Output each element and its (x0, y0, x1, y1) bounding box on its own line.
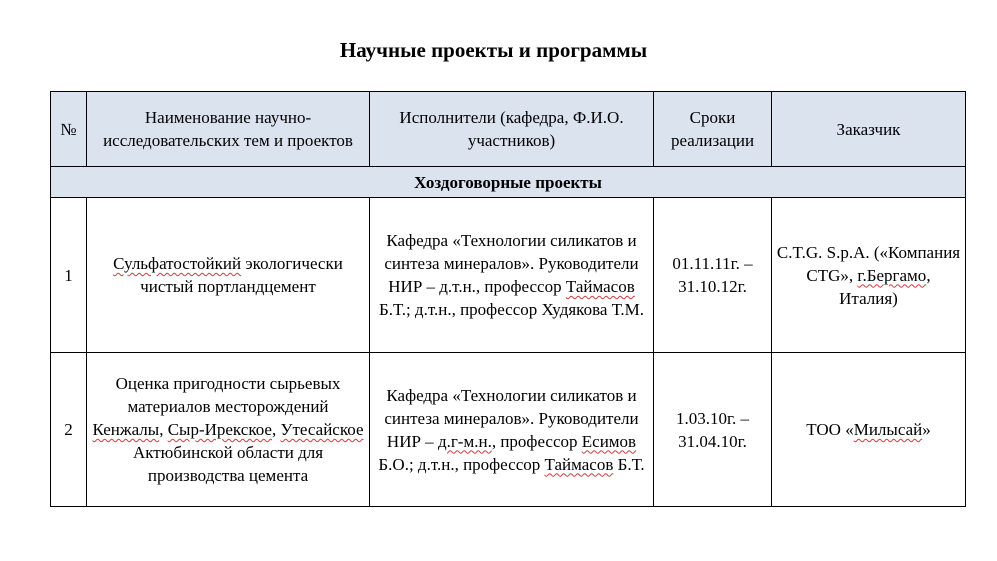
text-segment: Кафедра «Технологии силикатов и синтеза минералов». Руководители НИР – д.т.н., профессор (384, 231, 639, 296)
page-title: Научные проекты и программы (339, 38, 648, 62)
terms-cell: 1.03.10г. – 31.04.10г. (654, 353, 772, 507)
terms-cell: 01.11.11г. – 31.10.12г. (654, 198, 772, 353)
header-executors: Исполнители (кафедра, Ф.И.О. участников) (370, 92, 654, 167)
customer-cell (772, 198, 966, 353)
text-segment: Б.О.; д.т.н., профессор (378, 454, 545, 474)
text-segment: , профессор (491, 431, 582, 451)
row-number: 2 (51, 353, 87, 507)
table-row (51, 198, 966, 353)
header-customer: Заказчик (772, 92, 966, 167)
customer-cell (772, 353, 966, 507)
projects-table (50, 91, 966, 507)
spellcheck-word: Таймасов (544, 454, 614, 474)
text-segment: Б.Т. (613, 454, 645, 474)
text-segment: экологически чистый портландцемент (140, 254, 343, 296)
spellcheck-word: г.Бергамо (857, 265, 927, 285)
text-segment: , Италия) (839, 265, 931, 308)
text-segment: » (922, 420, 931, 439)
header-number: № (51, 92, 87, 167)
spellcheck-word: Таймасов (565, 277, 635, 296)
table-header-row (51, 92, 966, 167)
text-segment: Актюбинской области для производства цемента (132, 443, 324, 485)
table-row (51, 353, 966, 507)
text-segment: ТОО « (806, 420, 854, 439)
project-name-cell (87, 198, 370, 353)
spellcheck-word: Милысай (853, 420, 923, 439)
text-segment: C.T.G. S.p.A. («Компания CTG», (776, 242, 961, 285)
spellcheck-word: д.г-м.н. (437, 431, 492, 451)
executors-cell (370, 198, 654, 353)
text-segment: , (271, 420, 281, 439)
header-terms: Сроки реализации (654, 92, 772, 167)
spellcheck-word: Есимов (581, 431, 637, 451)
text-segment: Кафедра «Технологии силикатов и синтеза минералов». Руководители НИР – (384, 385, 639, 451)
project-name-cell (87, 353, 370, 507)
spellcheck-word: Утесайское (280, 420, 364, 439)
text-segment: Б.Т.; д.т.н., профессор Худякова Т.М. (379, 300, 644, 319)
section-row (51, 167, 966, 198)
section-title: Хоздоговорные проекты (51, 167, 966, 198)
text-segment: Оценка пригодности сырьевых материалов месторождений (115, 374, 341, 416)
spellcheck-word: Сыр-Ирекское (167, 420, 272, 439)
text-segment: , (159, 420, 168, 439)
executors-cell (370, 353, 654, 507)
row-number: 1 (51, 198, 87, 353)
spellcheck-word: Сульфатостойкий (113, 254, 242, 273)
header-project-name: Наименование научно-исследовательских тем и проектов (87, 92, 370, 167)
spellcheck-word: Кенжалы (92, 420, 160, 439)
